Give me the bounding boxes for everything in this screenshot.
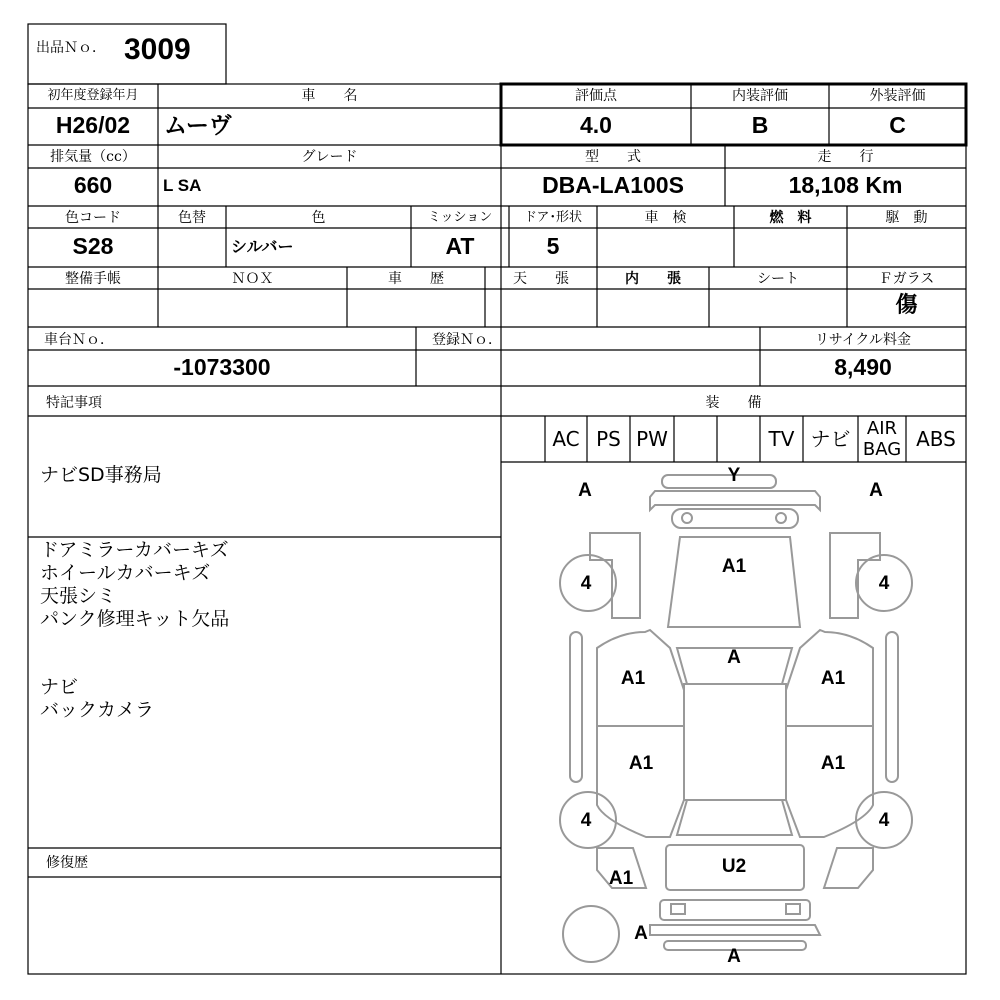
color-change-label: 色替 — [178, 210, 206, 226]
note-block-3-1: ナビ — [40, 676, 79, 698]
displacement-label: 排気量（cc） — [50, 149, 136, 165]
dmg-wheel-rl: 4 — [580, 810, 592, 831]
dmg-right-front-door: A1 — [820, 668, 846, 689]
dmg-left-rear-door: A1 — [628, 753, 654, 774]
displacement-value: 660 — [73, 172, 113, 198]
note-block-2-4: パンク修理キット欠品 — [40, 608, 230, 630]
equip-ac: AC — [552, 427, 580, 451]
equipment-label: 装 備 — [705, 395, 762, 411]
doors-value: 5 — [546, 233, 560, 259]
note-block-2-1: ドアミラーカバーキズ — [40, 539, 229, 561]
note-block-3-2: バックカメラ — [40, 699, 155, 721]
dmg-hood: A1 — [721, 556, 747, 577]
equip-abs: ABS — [916, 427, 956, 451]
score-value: 4.0 — [580, 112, 612, 138]
recycle-value: 8,490 — [834, 354, 892, 380]
drive-label: 駆 動 — [885, 210, 928, 226]
registration-label: 登録Ｎｏ． — [432, 332, 502, 348]
dmg-front-glass-top: Y — [727, 465, 741, 486]
interior-trim-label: 内 張 — [625, 271, 681, 287]
repair-label: 修復歴 — [46, 855, 88, 871]
nox-label: ＮＯＸ — [231, 271, 274, 287]
equip-ps: PS — [596, 427, 621, 451]
dmg-left-rear-quarter: A1 — [608, 868, 634, 889]
dmg-wheel-fr: 4 — [878, 573, 890, 594]
mileage-label: 走 行 — [817, 149, 874, 165]
exterior-value: C — [889, 112, 906, 138]
fuel-label: 燃 料 — [769, 210, 812, 226]
grade-value: L SA — [163, 176, 202, 195]
mileage-value: 18,108 Km — [788, 172, 903, 198]
seat-label: シート — [757, 271, 799, 287]
dmg-rear-glass: U2 — [721, 856, 747, 877]
dmg-front-right: A — [869, 480, 883, 501]
equip-airbag: AIR BAG — [862, 418, 902, 460]
reg-date-label: 初年度登録年月 — [47, 88, 139, 103]
note-line-1: ナビSD事務局 — [40, 464, 162, 486]
color-value: シルバー — [231, 237, 294, 256]
chassis-label: 車台Ｎｏ． — [44, 332, 114, 348]
color-code-label: 色コード — [65, 210, 121, 226]
history-label: 車 歴 — [388, 271, 444, 287]
model-label: 型 式 — [585, 149, 641, 165]
transmission-value: AT — [445, 233, 475, 259]
equip-tv: TV — [768, 427, 795, 451]
equip-navi: ナビ — [810, 427, 851, 451]
note-block-2-2: ホイールカバーキズ — [40, 562, 211, 584]
exterior-label: 外装評価 — [869, 88, 926, 104]
inspection-label: 車 検 — [644, 210, 687, 226]
notes-label: 特記事項 — [46, 395, 102, 411]
lot-label: 出品Ｎｏ． — [36, 40, 106, 56]
car-name-label: 車 名 — [301, 88, 358, 104]
interior-label: 内装評価 — [732, 88, 788, 104]
chassis-value: -1073300 — [173, 354, 271, 380]
car-name-value: ムーヴ — [164, 112, 232, 138]
score-label: 評価点 — [575, 88, 617, 104]
doors-label: ドア･形状 — [523, 210, 583, 225]
f-glass-value: 傷 — [895, 293, 918, 318]
color-label: 色 — [311, 210, 326, 226]
dmg-right-rear-door: A1 — [820, 753, 846, 774]
dmg-wheel-fl: 4 — [580, 573, 592, 594]
equip-pw: PW — [636, 427, 668, 451]
reg-date-value: H26/02 — [55, 112, 131, 138]
maintenance-label: 整備手帳 — [65, 271, 121, 287]
dmg-left-front-door: A1 — [620, 668, 646, 689]
model-value: DBA-LA100S — [542, 172, 684, 198]
recycle-label: リサイクル料金 — [814, 332, 912, 348]
f-glass-label: Ｆガラス — [878, 271, 935, 287]
roof-label: 天 張 — [513, 271, 569, 287]
color-code-value: S28 — [72, 233, 114, 259]
interior-value: B — [751, 112, 769, 138]
dmg-rear-bottom: A — [727, 946, 741, 967]
dmg-wheel-rr: 4 — [878, 810, 890, 831]
grade-label: グレード — [301, 149, 358, 165]
transmission-label: ミッション — [427, 210, 493, 225]
dmg-roof-front: A — [727, 647, 741, 668]
note-block-2-3: 天張シミ — [40, 585, 117, 607]
dmg-rear-bumper-left: A — [634, 923, 648, 944]
dmg-front-left: A — [578, 480, 592, 501]
lot-number: 3009 — [124, 33, 191, 66]
